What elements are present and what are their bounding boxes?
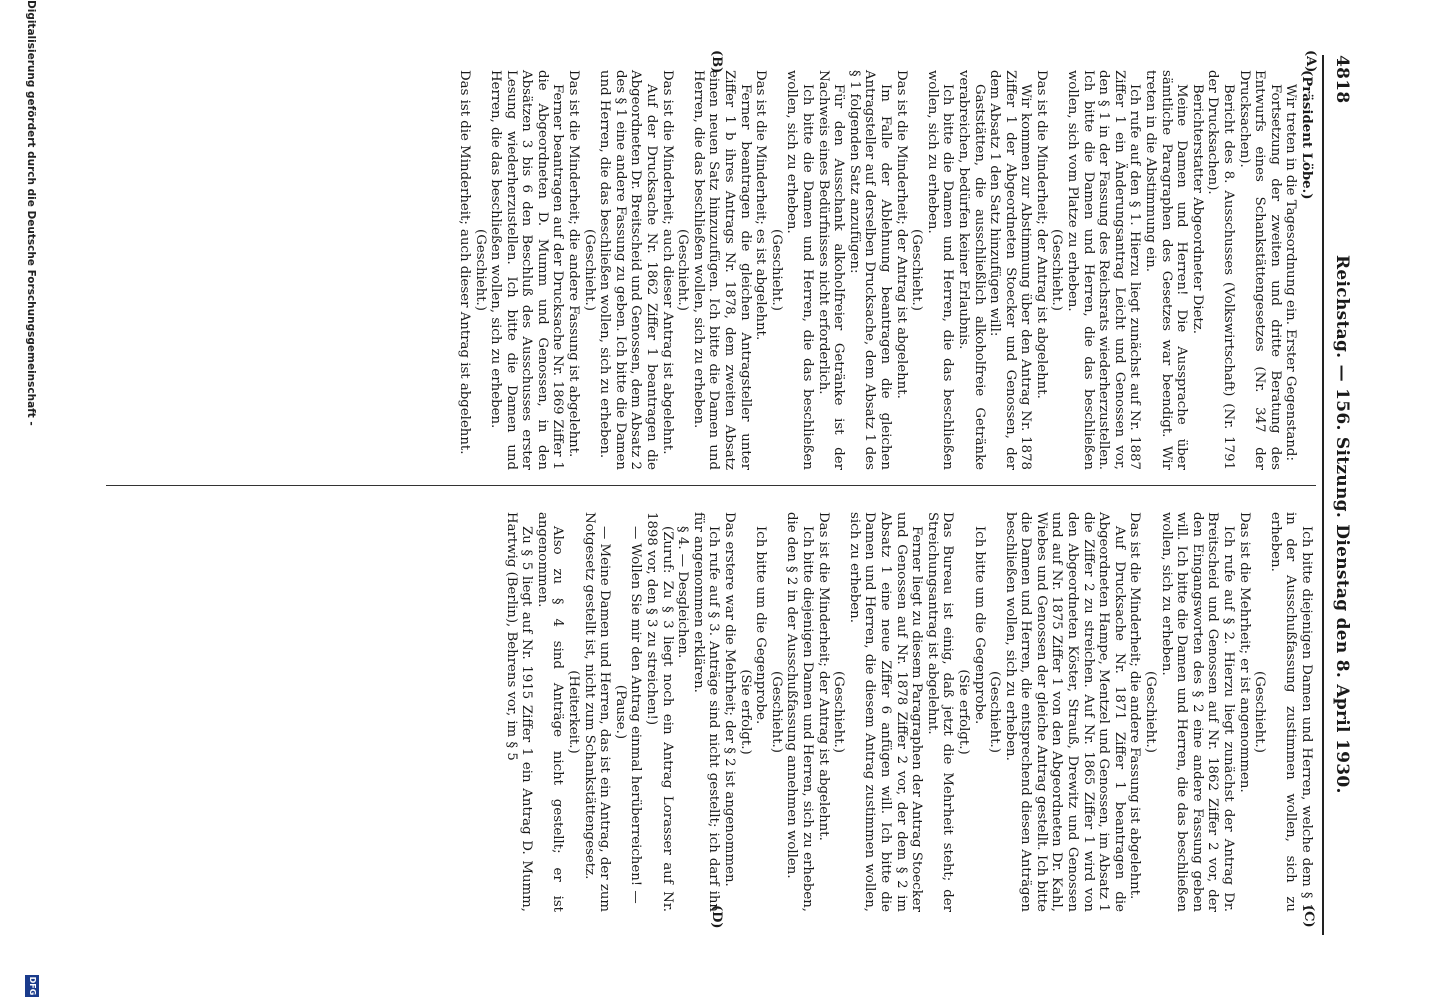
paragraph: (Heiterkeit.)	[566, 670, 582, 754]
margin-mark-a: (A)	[1303, 50, 1318, 73]
right-column	[503, 512, 1314, 912]
paragraph: Wir kommen zur Abstimmung über den Antrag Nr. 1878 Ziffer 1 der Abgeordneten Stoecker und Genossen, der dem Absatz 1 den Satz hinzufügen will:	[987, 70, 1034, 470]
paragraph: Für den Ausschank alkoholfreier Getränke ist der Nachweis eines Bedürfnisses nicht erforderlich.	[815, 70, 847, 470]
paragraph: Das ist die Minderheit; der Antrag ist abgelehnt.	[1033, 70, 1049, 399]
paragraph: (Geschieht.)	[472, 229, 488, 311]
paragraph: (Geschieht.)	[675, 229, 691, 311]
paragraph: Bericht des 8. Ausschusses (Volkswirtschaft) (Nr. 1791 der Drucksachen).	[1205, 70, 1237, 470]
paragraph: (Geschieht.)	[581, 229, 597, 311]
paragraph: Das erstere war die Mehrheit; der § 2 ist angenommen.	[722, 512, 738, 887]
column-divider	[106, 485, 1316, 486]
paragraph: (Sie erfolgt.)	[955, 669, 971, 755]
paragraph: (Geschieht.)	[987, 671, 1003, 753]
paragraph: Das Bureau ist einig, daß jetzt die Mehrheit steht; der Streichungsantrag ist abgelehnt.	[924, 512, 956, 912]
paragraph: Also zu § 4 sind Anträge nicht gestellt; er ist angenommen.	[534, 512, 566, 912]
margin-mark-b: (B)	[709, 50, 724, 74]
paragraph: (Pause.)	[612, 684, 628, 740]
paragraph: Fortsetzung der zweiten und dritte Beratung des Entwurfs eines Schankstättengesetzes (Nr. 347 der Drucksachen).	[1236, 70, 1283, 470]
paragraph: Ich bitte die Damen und Herren, die das beschließen wollen, sich zu erheben.	[924, 70, 956, 470]
paragraph: Ich bitte um die Gegenprobe.	[971, 526, 987, 725]
paragraph: (Geschieht.)	[1049, 229, 1065, 311]
paragraph: Auf der Drucksache Nr. 1862 Ziffer 1 beantragen die Abgeordneten Dr. Breitscheid und Genossen, dem Absatz 2 des § 1 eine andere Fassung zu geben. Ich bitte die Damen und Herren, die das beschließen wollen, sich zu erheben.	[597, 70, 660, 470]
paragraph: Ferner beantragen auf der Drucksache Nr. 1869 Ziffer 1 die Abgeordneten D. Mumm und Genossen, in den Absätzen 3 bis 6 den Beschluß des Ausschusses erster Lesung wiederherzustellen. Ich bitte die Damen und Herren, die das beschließen wollen, sich zu erheben.	[488, 70, 566, 470]
paragraph: Das ist die Minderheit; auch dieser Antrag ist abgelehnt.	[456, 70, 472, 455]
margin-mark-c: (C)	[1301, 905, 1316, 928]
paragraph: Auf Drucksache Nr. 1871 Ziffer 1 beantragen die Abgeordneten Hampe, Mentzel und Genossen, im Absatz 1 die Ziffer 2 zu streichen. Auf Nr. 1865 Ziffer 1 wird von den Abgeordneten Köster, Strauß, Drewitz und Genossen und auf Nr. 1875 Ziffer 1 von den Abgeordneten Dr. Kahl, Wiebes und Genossen der gleiche Antrag gestellt. Ich bitte die Damen und Herren, die entsprechend diesen Anträgen beschließen wollen, sich zu erheben.	[1002, 512, 1127, 912]
paragraph: Das ist die Minderheit; auch dieser Antrag ist abgelehnt.	[659, 70, 675, 455]
paragraph: Ich rufe auf § 2. Hierzu liegt zunächst der Antrag Dr. Breitscheid und Genossen auf Nr. 1862 Ziffer 2 vor, der den Eingangsworten des § 2 eine andere Fassung geben will. Ich bitte die Damen und Herren, die das beschließen wollen, sich zu erheben.	[1158, 512, 1237, 912]
paragraph: Das ist die Minderheit; es ist abgelehnt.	[753, 70, 769, 341]
header-rule	[1322, 55, 1324, 935]
paragraph: Berichterstatter Abgeordneter Dietz.	[1189, 84, 1205, 335]
credit-text: Digitalisierung gefördert durch die Deutsche Forschungsgemeinschaft -	[25, 0, 37, 426]
paragraph: (Geschieht.)	[1143, 671, 1159, 753]
paragraph: § 4. — Desgleichen.	[675, 526, 691, 659]
margin-mark-d: (D)	[709, 905, 724, 929]
paragraph: Gaststätten, die ausschließlich alkoholfreie Getränke verabreichen, bedürfen keiner Erlaubnis.	[955, 70, 987, 470]
paragraph: Ich bitte diejenigen Damen und Herren, sich zu erheben, die den § 2 in der Ausschußfassung annehmen wollen.	[784, 512, 815, 912]
paragraph: Ich rufe auf den § 1. Hierzu liegt zunächst auf Nr. 1887 Ziffer 1 ein Änderungsantrag Leicht und Genossen vor, den § 1 in der Fassung des Reichsrats wiederherzustellen. Ich bitte die Damen und Herren, die das beschließen wollen, sich vom Platze zu erheben.	[1065, 70, 1143, 470]
paragraph: Ferner beantragen die gleichen Antragsteller unter Ziffer 1 b ihres Antrags Nr. 1878, dem zweiten Absatz einen neuen Satz hinzuzufügen. Ich bitte die Damen und Herren, die das beschließen wollen, sich zu erheben.	[690, 70, 753, 470]
page-header	[1326, 55, 1352, 935]
digitization-credit	[21, 0, 39, 1000]
page-number: 4818	[1332, 55, 1352, 104]
left-column	[456, 70, 1314, 470]
paragraph: (Präsident Löbe.)	[1299, 70, 1314, 200]
paragraph: — Meine Damen und Herren, das ist ein Antrag, der zum Notgesetz gestellt ist, nicht zum Schankstättengesetz.	[581, 512, 613, 912]
paragraph: Ferner liegt zu diesem Paragraphen der Antrag Stoecker und Genossen auf Nr. 1878 Ziffer 2 vor, der dem § 2 im Absatz 1 eine neue Ziffer 6 anfügen will. Ich bitte die Damen und Herren, die diesem Antrag zustimmen wollen, sich zu erheben.	[846, 512, 925, 912]
paragraph: (Geschieht.)	[768, 229, 784, 311]
paragraph: Meine Damen und Herren! Die Aussprache über sämtliche Paragraphen des Gesetzes war beendigt. Wir treten in die Abstimmung ein.	[1143, 70, 1190, 470]
dfg-logo: DFG	[25, 975, 39, 997]
paragraph: Ich bitte die Damen und Herren, die das beschließen wollen, sich zu erheben.	[784, 70, 815, 470]
paragraph: (Zuruf: Zu § 3 liegt noch ein Antrag Lorasser auf Nr. 1898 vor, den § 3 zu streichen!)	[644, 512, 675, 912]
paragraph: Das ist die Minderheit; der Antrag ist abgelehnt.	[893, 70, 909, 399]
paragraph: Zu § 5 liegt auf Nr. 1915 Ziffer 1 ein Antrag D. Mumm, Hartwig (Berlin), Behrens vor, im § 5	[503, 512, 535, 912]
paragraph: Das ist die Minderheit; die andere Fassung ist abgelehnt.	[1127, 512, 1143, 900]
paragraph: Im Falle der Ablehnung beantragen die gleichen Antragsteller auf derselben Drucksache, dem Absatz 1 des § 1 folgenden Satz anzufügen:	[846, 70, 893, 470]
paragraph: Das ist die Minderheit; der Antrag ist abgelehnt.	[815, 512, 831, 841]
paragraph: (Geschieht.)	[768, 671, 784, 753]
paragraph: (Sie erfolgt.)	[737, 669, 753, 755]
paragraph: (Geschieht.)	[909, 229, 925, 311]
paragraph: — Wollen Sie mir den Antrag einmal herüberreichen! —	[628, 526, 644, 904]
paragraph: Das ist die Minderheit; die andere Fassung ist abgelehnt.	[566, 70, 582, 458]
paragraph: Das ist die Mehrheit; er ist angenommen.	[1236, 512, 1252, 793]
paragraph: Ich rufe auf § 3. Anträge sind nicht gestellt; ich darf ihn für angenommen erklären.	[690, 512, 722, 912]
paragraph: Wir treten in die Tagesordnung ein. Erster Gegenstand:	[1283, 84, 1299, 461]
header-title: Reichstag. — 156. Sitzung. Dienstag den 8. April 1930.	[1332, 255, 1352, 794]
paragraph: (Geschieht.)	[831, 671, 847, 753]
paragraph: Ich bitte diejenigen Damen und Herren, welche dem § 1 in der Ausschußfassung zustimmen wollen, sich zu erheben.	[1267, 512, 1314, 912]
paragraph: (Geschieht.)	[1252, 671, 1268, 753]
paragraph: Ich bitte um die Gegenprobe.	[753, 526, 769, 725]
